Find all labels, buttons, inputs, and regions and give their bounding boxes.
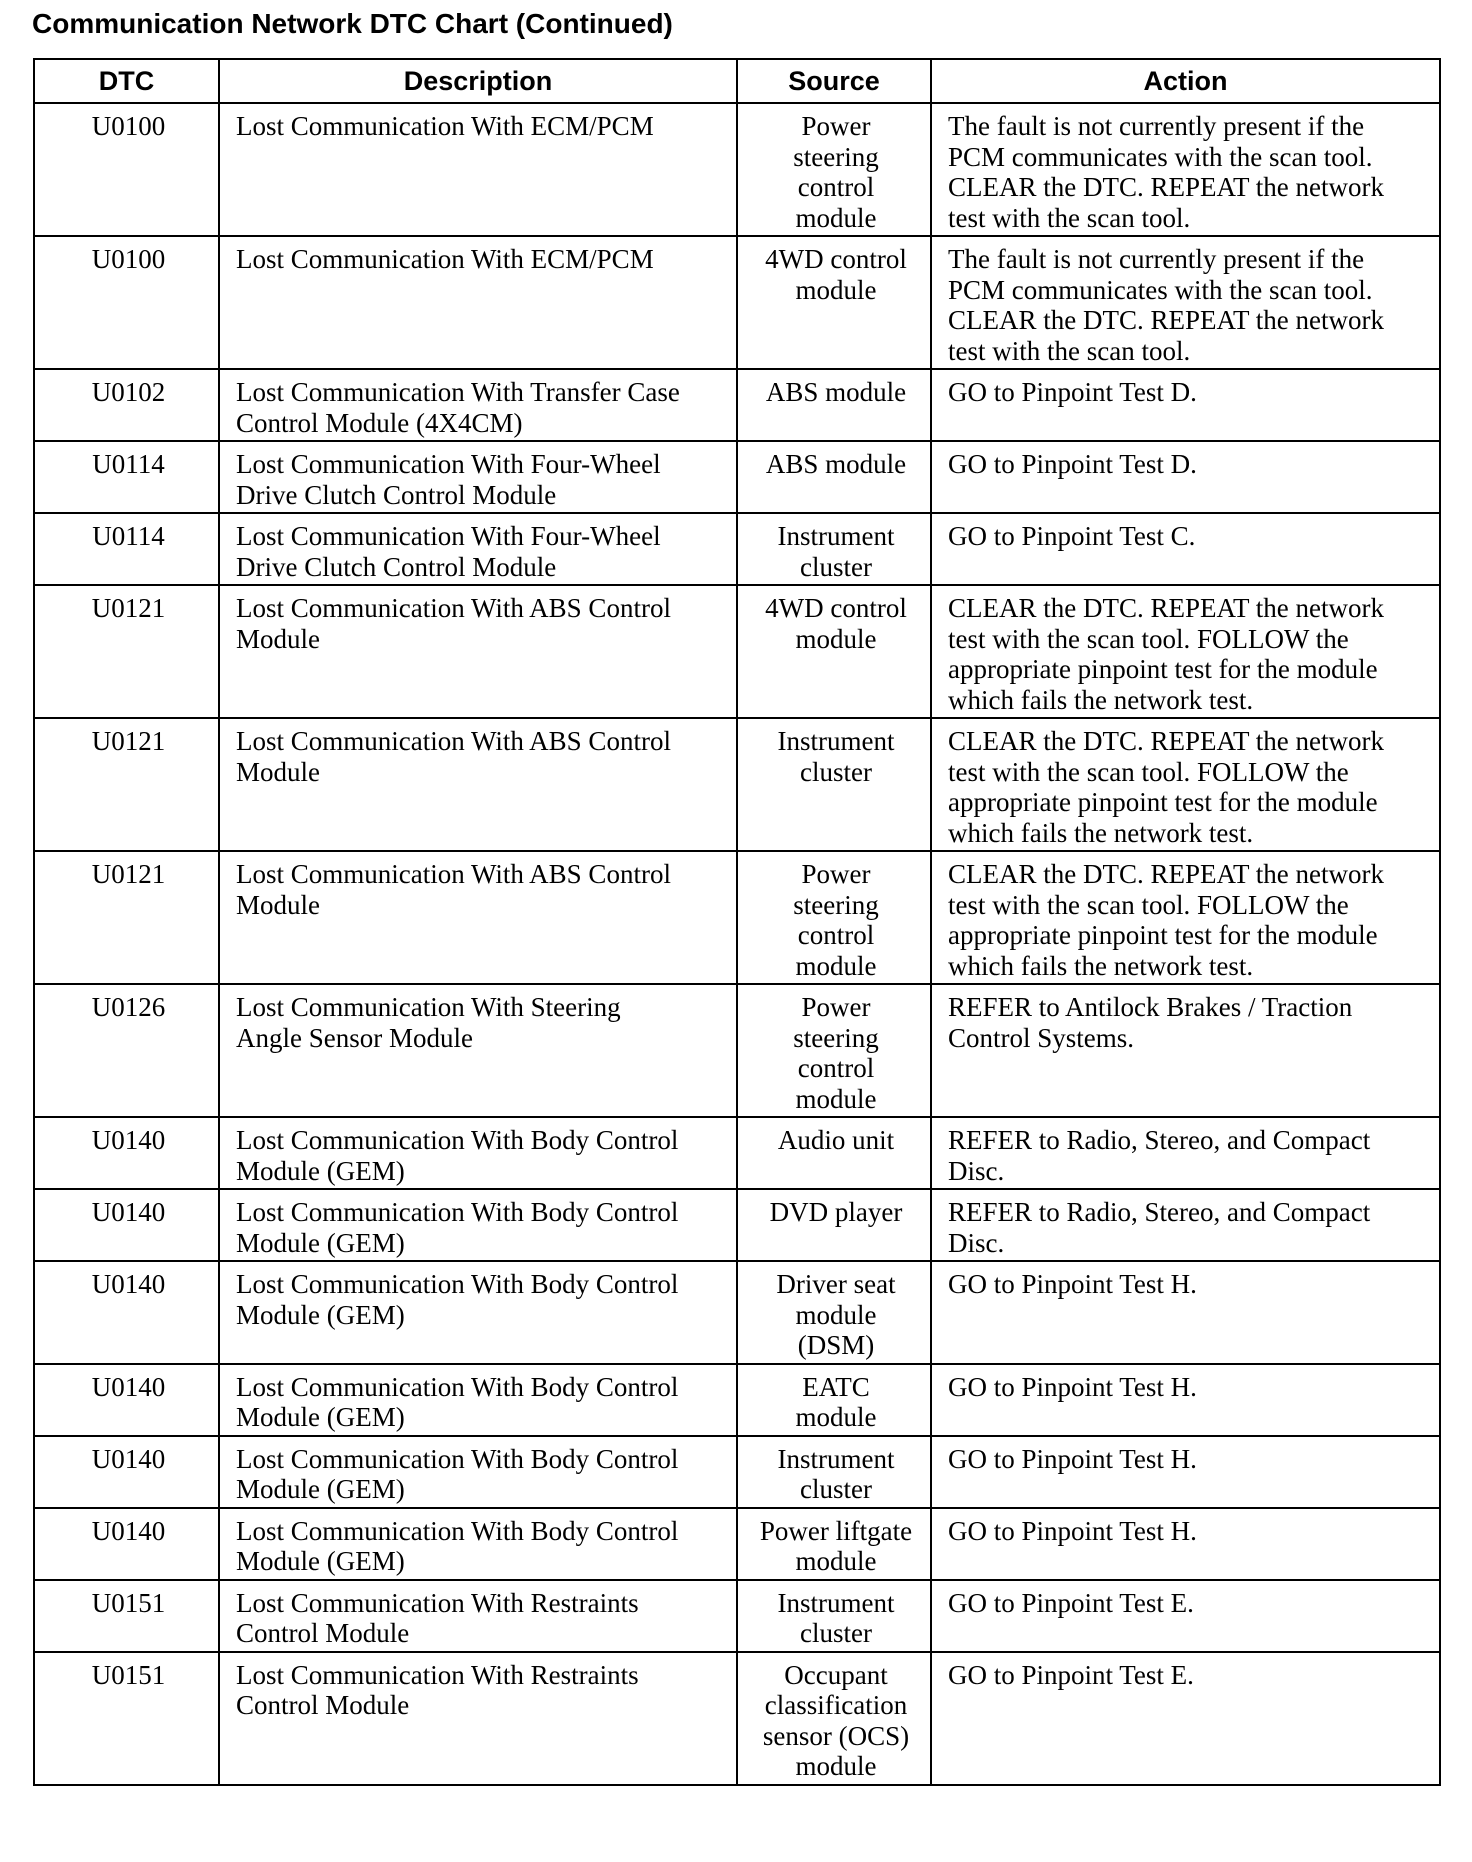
description-cell	[219, 1117, 737, 1189]
description-cell-line: Lost Communication With ABS Control	[236, 593, 671, 623]
source-cell-line: (DSM)	[797, 1330, 875, 1360]
description-cell-line: Control Module (4X4CM)	[236, 407, 523, 438]
source-cell-line: cluster	[800, 551, 872, 582]
table-row	[34, 369, 1440, 441]
action-cell-line: REFER to Antilock Brakes / Traction	[948, 992, 1353, 1022]
table-row	[34, 585, 1440, 718]
action-cell-line: GO to Pinpoint Test H.	[948, 1515, 1197, 1546]
table-row	[34, 236, 1440, 369]
source-cell	[737, 103, 931, 236]
description-cell-line: Module	[236, 623, 320, 654]
description-cell-line: Module (GEM)	[236, 1474, 405, 1504]
description-cell	[219, 1364, 737, 1436]
dtc-code-cell: U0121	[34, 851, 219, 984]
description-cell-line: Lost Communication With Body Control	[236, 1269, 679, 1299]
description-cell	[219, 718, 737, 851]
source-cell-line: module	[795, 1546, 877, 1576]
action-cell-line: Disc.	[948, 1227, 1005, 1258]
dtc-code-cell: U0140	[34, 1189, 219, 1261]
action-cell	[931, 1261, 1440, 1364]
dtc-code-cell: U0140	[34, 1364, 219, 1436]
dtc-code-cell: U0140	[34, 1261, 219, 1364]
table-row	[34, 1436, 1440, 1508]
table-row	[34, 441, 1440, 513]
table-row	[34, 1652, 1440, 1785]
description-cell-line: Control Module	[236, 1690, 410, 1720]
action-cell	[931, 984, 1440, 1117]
dtc-code-cell: U0126	[34, 984, 219, 1117]
description-cell	[219, 1652, 737, 1785]
action-cell-line: CLEAR the DTC. REPEAT the network	[948, 305, 1384, 335]
table-row	[34, 513, 1440, 585]
source-cell-line: 4WD control	[765, 244, 907, 274]
action-cell-line: which fails the network test.	[948, 684, 1254, 715]
table-row	[34, 103, 1440, 236]
description-cell-line: Drive Clutch Control Module	[236, 551, 557, 582]
source-cell	[737, 1652, 931, 1785]
source-cell-line: Occupant	[784, 1659, 888, 1690]
source-cell-line: module	[795, 950, 877, 981]
source-cell	[737, 1189, 931, 1261]
source-cell-line: module	[795, 202, 877, 233]
table-row	[34, 984, 1440, 1117]
description-cell-line: Module	[236, 889, 320, 920]
source-cell-line: Instrument	[777, 1587, 895, 1618]
action-cell-line: test with the scan tool. FOLLOW the	[948, 889, 1349, 920]
dtc-code-cell: U0100	[34, 236, 219, 369]
table-row	[34, 1580, 1440, 1652]
action-cell-line: GO to Pinpoint Test H.	[948, 1443, 1197, 1474]
action-cell-line: GO to Pinpoint Test H.	[948, 1371, 1197, 1402]
source-cell	[737, 1580, 931, 1652]
description-cell	[219, 585, 737, 718]
description-cell-line: Angle Sensor Module	[236, 1022, 473, 1053]
description-cell-line: Lost Communication With Body Control	[236, 1125, 679, 1155]
action-cell	[931, 851, 1440, 984]
action-cell	[931, 103, 1440, 236]
source-cell	[737, 441, 931, 513]
column-header-dtc: DTC	[34, 59, 219, 103]
dtc-code-cell: U0140	[34, 1508, 219, 1580]
action-cell-line: GO to Pinpoint Test D.	[948, 449, 1197, 479]
action-cell-line: which fails the network test.	[948, 950, 1254, 981]
action-cell	[931, 718, 1440, 851]
source-cell	[737, 1261, 931, 1364]
source-cell-line: Power liftgate	[759, 1515, 913, 1546]
action-cell	[931, 513, 1440, 585]
description-cell-line: Lost Communication With Transfer Case	[236, 377, 680, 407]
source-cell-line: control	[797, 920, 875, 950]
source-cell	[737, 236, 931, 369]
dtc-code-cell: U0151	[34, 1580, 219, 1652]
source-cell-line: Instrument	[777, 726, 895, 756]
action-cell-line: which fails the network test.	[948, 817, 1254, 848]
description-cell-line: Lost Communication With ABS Control	[236, 859, 671, 889]
table-row	[34, 1364, 1440, 1436]
action-cell-line: appropriate pinpoint test for the module	[948, 920, 1378, 950]
action-cell	[931, 369, 1440, 441]
source-cell-line: Instrument	[777, 521, 895, 551]
action-cell-line: REFER to Radio, Stereo, and Compact	[948, 1197, 1371, 1227]
description-cell	[219, 513, 737, 585]
action-cell-line: GO to Pinpoint Test D.	[948, 377, 1197, 407]
dtc-table	[33, 58, 1441, 1786]
action-cell-line: REFER to Radio, Stereo, and Compact	[948, 1125, 1371, 1155]
source-cell-line: Audio unit	[777, 1125, 895, 1155]
source-cell	[737, 1364, 931, 1436]
description-cell-line: Drive Clutch Control Module	[236, 479, 557, 510]
dtc-code-cell: U0102	[34, 369, 219, 441]
source-cell-line: Driver seat	[776, 1269, 896, 1299]
source-cell-line: 4WD control	[765, 593, 907, 623]
column-header-action: Action	[931, 59, 1440, 103]
source-cell-line: EATC	[802, 1371, 870, 1402]
description-cell-line: Lost Communication With Body Control	[236, 1197, 679, 1227]
source-cell-line: steering	[793, 1022, 879, 1053]
description-cell	[219, 369, 737, 441]
action-cell-line: test with the scan tool. FOLLOW the	[948, 623, 1349, 654]
dtc-code-cell: U0100	[34, 103, 219, 236]
source-cell-line: module	[795, 1299, 877, 1330]
source-cell-line: DVD player	[769, 1197, 903, 1227]
source-cell-line: Instrument	[777, 1443, 895, 1474]
description-cell	[219, 1261, 737, 1364]
table-row	[34, 851, 1440, 984]
description-cell-line: Control Module	[236, 1618, 410, 1648]
action-cell	[931, 1652, 1440, 1785]
action-cell	[931, 1580, 1440, 1652]
table-body	[34, 103, 1440, 1785]
dtc-code-cell: U0114	[34, 441, 219, 513]
description-cell	[219, 1580, 737, 1652]
action-cell	[931, 236, 1440, 369]
description-cell-line: Lost Communication With Restraints	[236, 1659, 639, 1690]
dtc-code-cell: U0121	[34, 585, 219, 718]
action-cell-line: GO to Pinpoint Test H.	[948, 1269, 1197, 1299]
description-cell	[219, 236, 737, 369]
description-cell	[219, 1436, 737, 1508]
source-cell-line: module	[795, 1751, 877, 1781]
description-cell-line: Module (GEM)	[236, 1299, 405, 1330]
action-cell	[931, 1364, 1440, 1436]
source-cell	[737, 1117, 931, 1189]
dtc-code-cell: U0151	[34, 1652, 219, 1785]
action-cell-line: The fault is not currently present if the	[948, 244, 1365, 274]
dtc-code-cell: U0140	[34, 1117, 219, 1189]
description-cell	[219, 1508, 737, 1580]
description-cell-line: Module (GEM)	[236, 1546, 405, 1576]
description-cell-line: Lost Communication With Steering	[236, 992, 621, 1022]
source-cell-line: steering	[793, 141, 879, 172]
table-row	[34, 718, 1440, 851]
table-row	[34, 1189, 1440, 1261]
dtc-code-cell: U0114	[34, 513, 219, 585]
source-cell	[737, 1436, 931, 1508]
action-cell	[931, 585, 1440, 718]
source-cell-line: module	[795, 1083, 877, 1114]
action-cell-line: test with the scan tool. FOLLOW the	[948, 756, 1349, 787]
action-cell-line: appropriate pinpoint test for the module	[948, 787, 1378, 817]
source-cell-line: sensor (OCS)	[762, 1720, 910, 1751]
dtc-code-cell: U0121	[34, 718, 219, 851]
table-header-row	[34, 59, 1440, 103]
table-row	[34, 1117, 1440, 1189]
action-cell	[931, 1436, 1440, 1508]
description-cell-line: Lost Communication With Four-Wheel	[236, 449, 661, 479]
description-cell-line: Lost Communication With Body Control	[236, 1515, 679, 1546]
description-cell-line: Lost Communication With Body Control	[236, 1443, 679, 1474]
source-cell-line: cluster	[800, 756, 872, 787]
source-cell-line: Power	[801, 992, 871, 1022]
source-cell	[737, 1508, 931, 1580]
description-cell	[219, 851, 737, 984]
source-cell-line: module	[795, 1402, 877, 1432]
source-cell-line: module	[795, 623, 877, 654]
source-cell-line: module	[795, 274, 877, 305]
action-cell-line: GO to Pinpoint Test E.	[948, 1659, 1194, 1690]
action-cell-line: CLEAR the DTC. REPEAT the network	[948, 726, 1384, 756]
description-cell-line: Module (GEM)	[236, 1402, 405, 1432]
source-cell-line: ABS module	[765, 377, 907, 407]
description-cell	[219, 441, 737, 513]
description-cell	[219, 103, 737, 236]
description-cell-line: Lost Communication With Four-Wheel	[236, 521, 661, 551]
source-cell	[737, 513, 931, 585]
source-cell-line: steering	[793, 889, 879, 920]
action-cell	[931, 1117, 1440, 1189]
source-cell	[737, 851, 931, 984]
description-cell-line: Module	[236, 756, 320, 787]
source-cell	[737, 369, 931, 441]
table-row	[34, 1508, 1440, 1580]
column-header-description: Description	[219, 59, 737, 103]
action-cell-line: PCM communicates with the scan tool.	[948, 274, 1373, 305]
source-cell	[737, 984, 931, 1117]
source-cell	[737, 585, 931, 718]
action-cell-line: appropriate pinpoint test for the module	[948, 654, 1378, 684]
action-cell-line: GO to Pinpoint Test E.	[948, 1587, 1194, 1618]
action-cell	[931, 441, 1440, 513]
action-cell-line: PCM communicates with the scan tool.	[948, 141, 1373, 172]
source-cell-line: cluster	[800, 1618, 872, 1648]
source-cell-line: cluster	[800, 1474, 872, 1504]
dtc-code-cell: U0140	[34, 1436, 219, 1508]
source-cell-line: classification	[764, 1690, 908, 1720]
source-cell-line: control	[797, 172, 875, 202]
action-cell-line: CLEAR the DTC. REPEAT the network	[948, 859, 1384, 889]
table-row	[34, 1261, 1440, 1364]
action-cell-line: CLEAR the DTC. REPEAT the network	[948, 172, 1384, 202]
description-cell-line: Lost Communication With ECM/PCM	[236, 111, 654, 141]
description-cell	[219, 984, 737, 1117]
description-cell-line: Lost Communication With ECM/PCM	[236, 244, 654, 274]
source-cell-line: Power	[801, 859, 871, 889]
source-cell	[737, 718, 931, 851]
action-cell-line: Disc.	[948, 1155, 1005, 1186]
source-cell-line: Power	[801, 111, 871, 141]
description-cell-line: Lost Communication With Restraints	[236, 1587, 639, 1618]
source-cell-line: control	[797, 1053, 875, 1083]
action-cell-line: test with the scan tool.	[948, 335, 1191, 366]
action-cell-line: Control Systems.	[948, 1022, 1135, 1053]
description-cell-line: Module (GEM)	[236, 1155, 405, 1186]
page-title: Communication Network DTC Chart (Continued)	[32, 8, 673, 39]
source-cell-line: ABS module	[765, 449, 907, 479]
action-cell	[931, 1189, 1440, 1261]
description-cell	[219, 1189, 737, 1261]
action-cell-line: CLEAR the DTC. REPEAT the network	[948, 593, 1384, 623]
description-cell-line: Lost Communication With Body Control	[236, 1371, 679, 1402]
action-cell	[931, 1508, 1440, 1580]
description-cell-line: Module (GEM)	[236, 1227, 405, 1258]
action-cell-line: GO to Pinpoint Test C.	[948, 521, 1196, 551]
column-header-source: Source	[737, 59, 931, 103]
action-cell-line: The fault is not currently present if the	[948, 111, 1365, 141]
action-cell-line: test with the scan tool.	[948, 202, 1191, 233]
description-cell-line: Lost Communication With ABS Control	[236, 726, 671, 756]
